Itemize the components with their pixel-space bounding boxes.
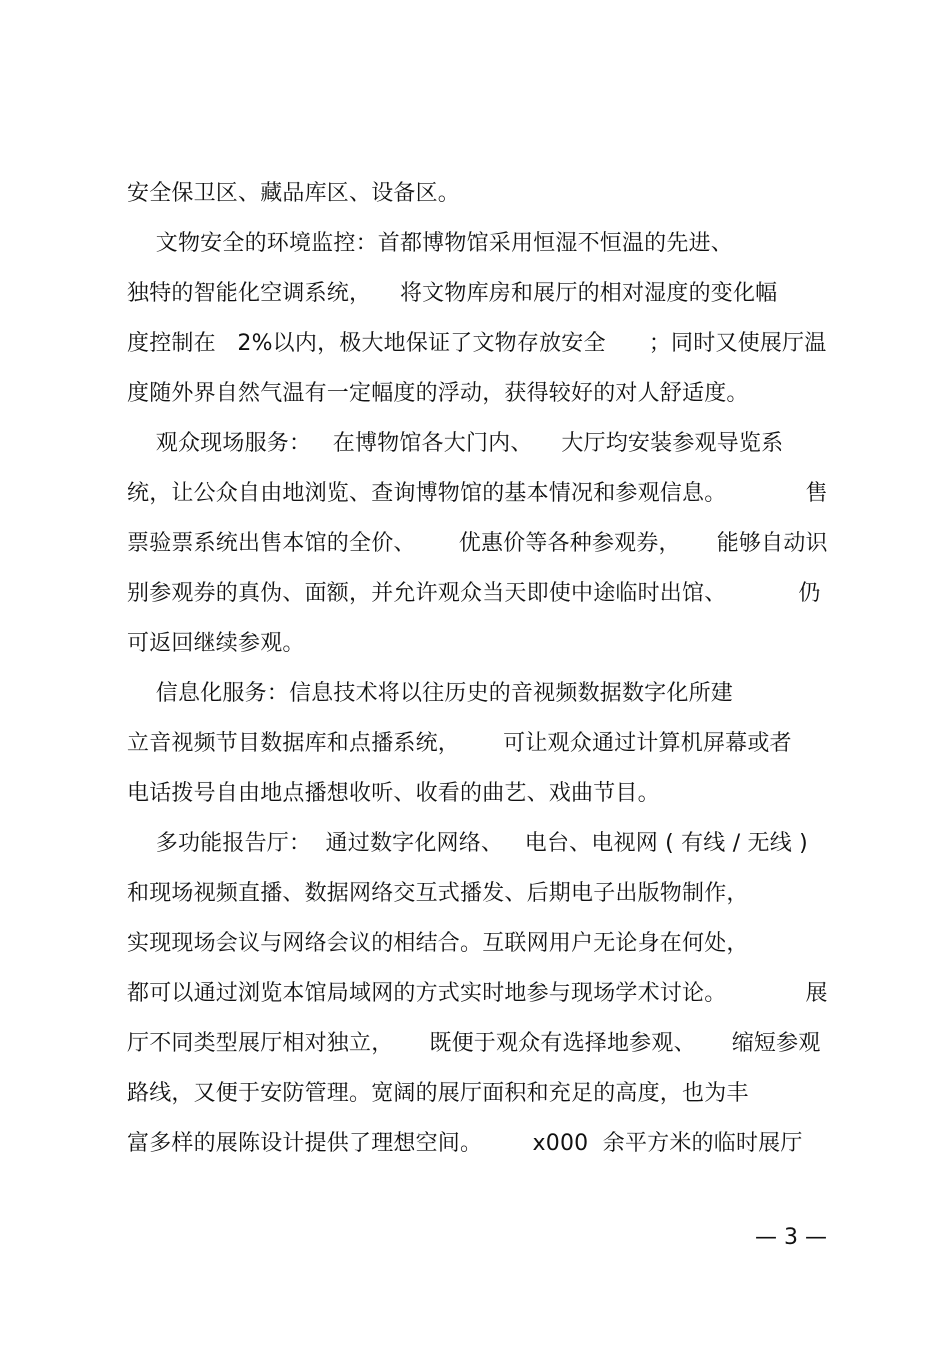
text-line: 别参观券的真伪、面额，并允许观众当天即使中途临时出馆、 仍	[127, 581, 821, 606]
text-line: 统，让公众自由地浏览、查询博物馆的基本情况和参观信息。 售	[127, 481, 828, 506]
text-line: 度随外界自然气温有一定幅度的浮动，获得较好的对人舒适度。	[127, 381, 749, 406]
text-line: 富多样的展陈设计提供了理想空间。 x000 余平方米的临时展厅	[127, 1131, 803, 1156]
text-line: 观众现场服务： 在博物馆各大门内、 大厅均安装参观导览系	[127, 431, 784, 456]
text-line: 多功能报告厅： 通过数字化网络、 电台、电视网 ( 有线 / 无线 )	[127, 831, 808, 856]
text-line: 度控制在 2%以内，极大地保证了文物存放安全 ；同时又使展厅温	[127, 331, 827, 356]
text-line: 票验票系统出售本馆的全价、 优惠价等各种参观券， 能够自动识	[127, 531, 828, 556]
text-line: 实现现场会议与网络会议的相结合。互联网用户无论身在何处，	[127, 931, 749, 956]
text-line: 安全保卫区、藏品库区、设备区。	[127, 181, 461, 206]
text-line: 信息化服务：信息技术将以往历史的音视频数据数字化所建	[127, 681, 733, 706]
text-line: 和现场视频直播、数据网络交互式播发、后期电子出版物制作，	[127, 881, 749, 906]
text-line: 文物安全的环境监控：首都博物馆采用恒湿不恒温的先进、	[127, 231, 733, 256]
page-number: — 3 —	[755, 1225, 827, 1250]
text-line: 路线，又便于安防管理。宽阔的展厅面积和充足的高度，也为丰	[127, 1081, 749, 1106]
text-line: 电话拨号自由地点播想收听、收看的曲艺、戏曲节目。	[127, 781, 660, 806]
text-line: 可返回继续参观。	[127, 631, 305, 656]
text-line: 立音视频节目数据库和点播系统， 可让观众通过计算机屏幕或者	[127, 731, 792, 756]
text-line: 厅不同类型展厅相对独立， 既便于观众有选择地参观、 缩短参观	[127, 1031, 821, 1056]
text-line: 都可以通过浏览本馆局域网的方式实时地参与现场学术讨论。 展	[127, 981, 828, 1006]
text-line: 独特的智能化空调系统， 将文物库房和展厅的相对湿度的变化幅	[127, 281, 778, 306]
